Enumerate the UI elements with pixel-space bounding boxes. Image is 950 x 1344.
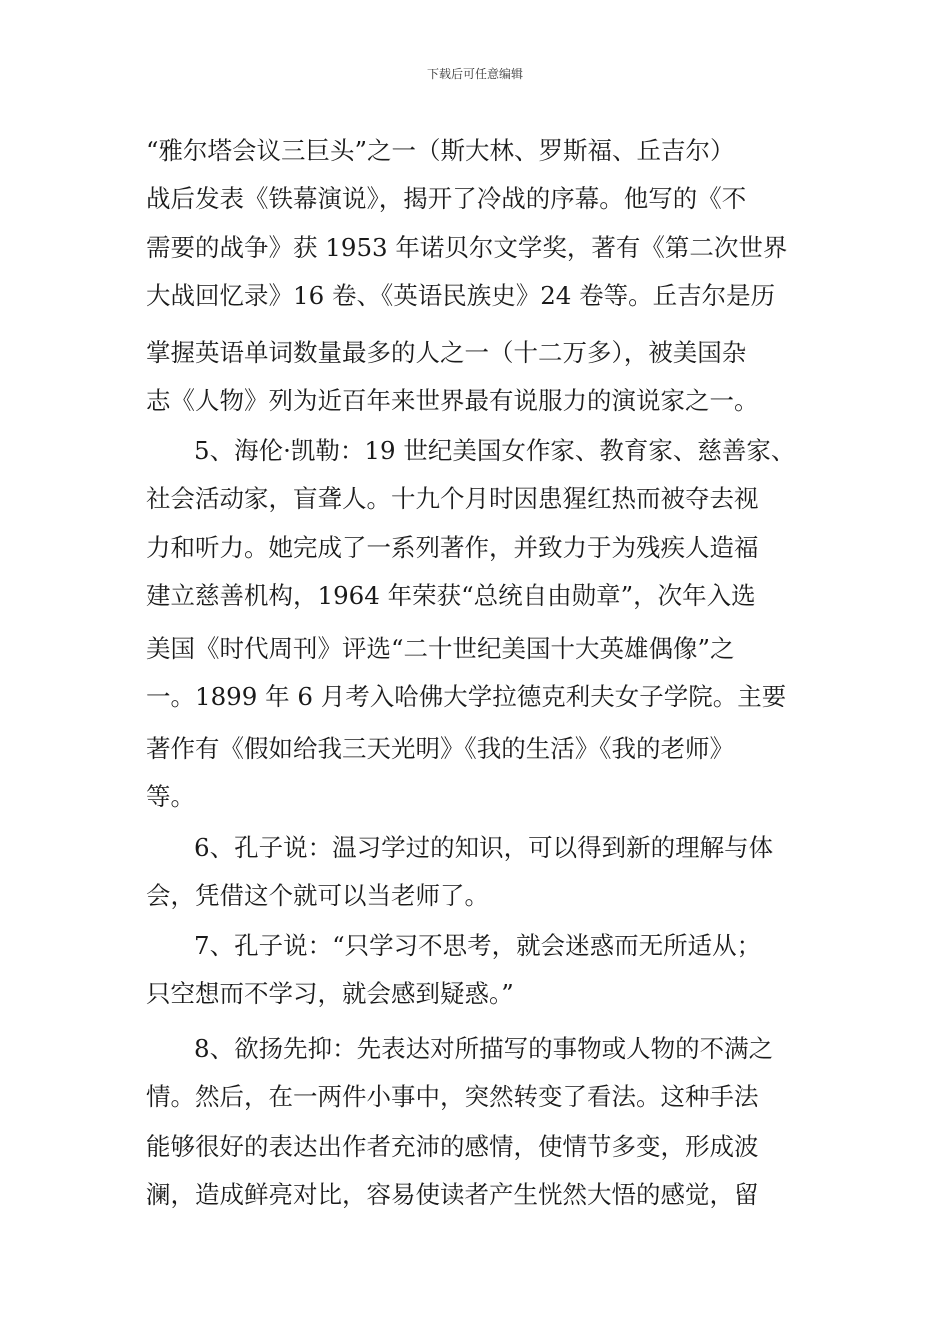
text-line: 会，凭借这个就可以当老师了。 [146,881,489,910]
text-line: 7、孔子说：“只学习不思考，就会迷惑而无所适从； [194,931,762,960]
text-line: 情。然后，在一两件小事中，突然转变了看法。这种手法 [146,1082,759,1111]
text-line: 8、欲扬先抑：先表达对所描写的事物或人物的不满之 [194,1034,774,1063]
text-line: 6、孔子说：温习学过的知识，可以得到新的理解与体 [194,833,774,862]
text-line: 大战回忆录》16 卷、《英语民族史》24 卷等。丘吉尔是历 [146,281,776,310]
text-line: 一。1899 年 6 月考入哈佛大学拉德克利夫女子学院。主要 [146,682,787,711]
text-line: 美国《时代周刊》评选“二十世纪美国十大英雄偶像”之 [146,634,735,663]
text-line: 著作有《假如给我三天光明》《我的生活》《我的老师》 [146,734,734,763]
text-line: 建立慈善机构，1964 年荣获“总统自由勋章”，次年入选 [146,581,756,610]
text-line: 社会活动家，盲聋人。十九个月时因患猩红热而被夺去视 [146,484,759,513]
text-line: 等。 [146,782,195,811]
text-line: 志《人物》列为近百年来世界最有说服力的演说家之一。 [146,386,759,415]
text-line: 澜，造成鲜亮对比，容易使读者产生恍然大悟的感觉，留 [146,1180,759,1209]
text-line: 只空想而不学习，就会感到疑惑。” [146,979,514,1008]
page-header: 下载后可任意编辑 [426,67,523,81]
text-line: 5、海伦·凯勒：19 世纪美国女作家、教育家、慈善家、 [194,436,796,465]
text-line: 战后发表《铁幕演说》，揭开了冷战的序幕。他写的《不 [146,184,747,213]
text-line: “雅尔塔会议三巨头”之一（斯大林、罗斯福、丘吉尔） [146,136,735,165]
text-line: 能够很好的表达出作者充沛的感情，使情节多变，形成波 [146,1132,759,1161]
text-line: 掌握英语单词数量最多的人之一（十二万多），被美国杂 [146,338,747,367]
text-line: 力和听力。她完成了一系列著作，并致力于为残疾人造福 [146,533,759,562]
text-line: 需要的战争》获 1953 年诺贝尔文学奖，著有《第二次世界 [146,233,788,262]
